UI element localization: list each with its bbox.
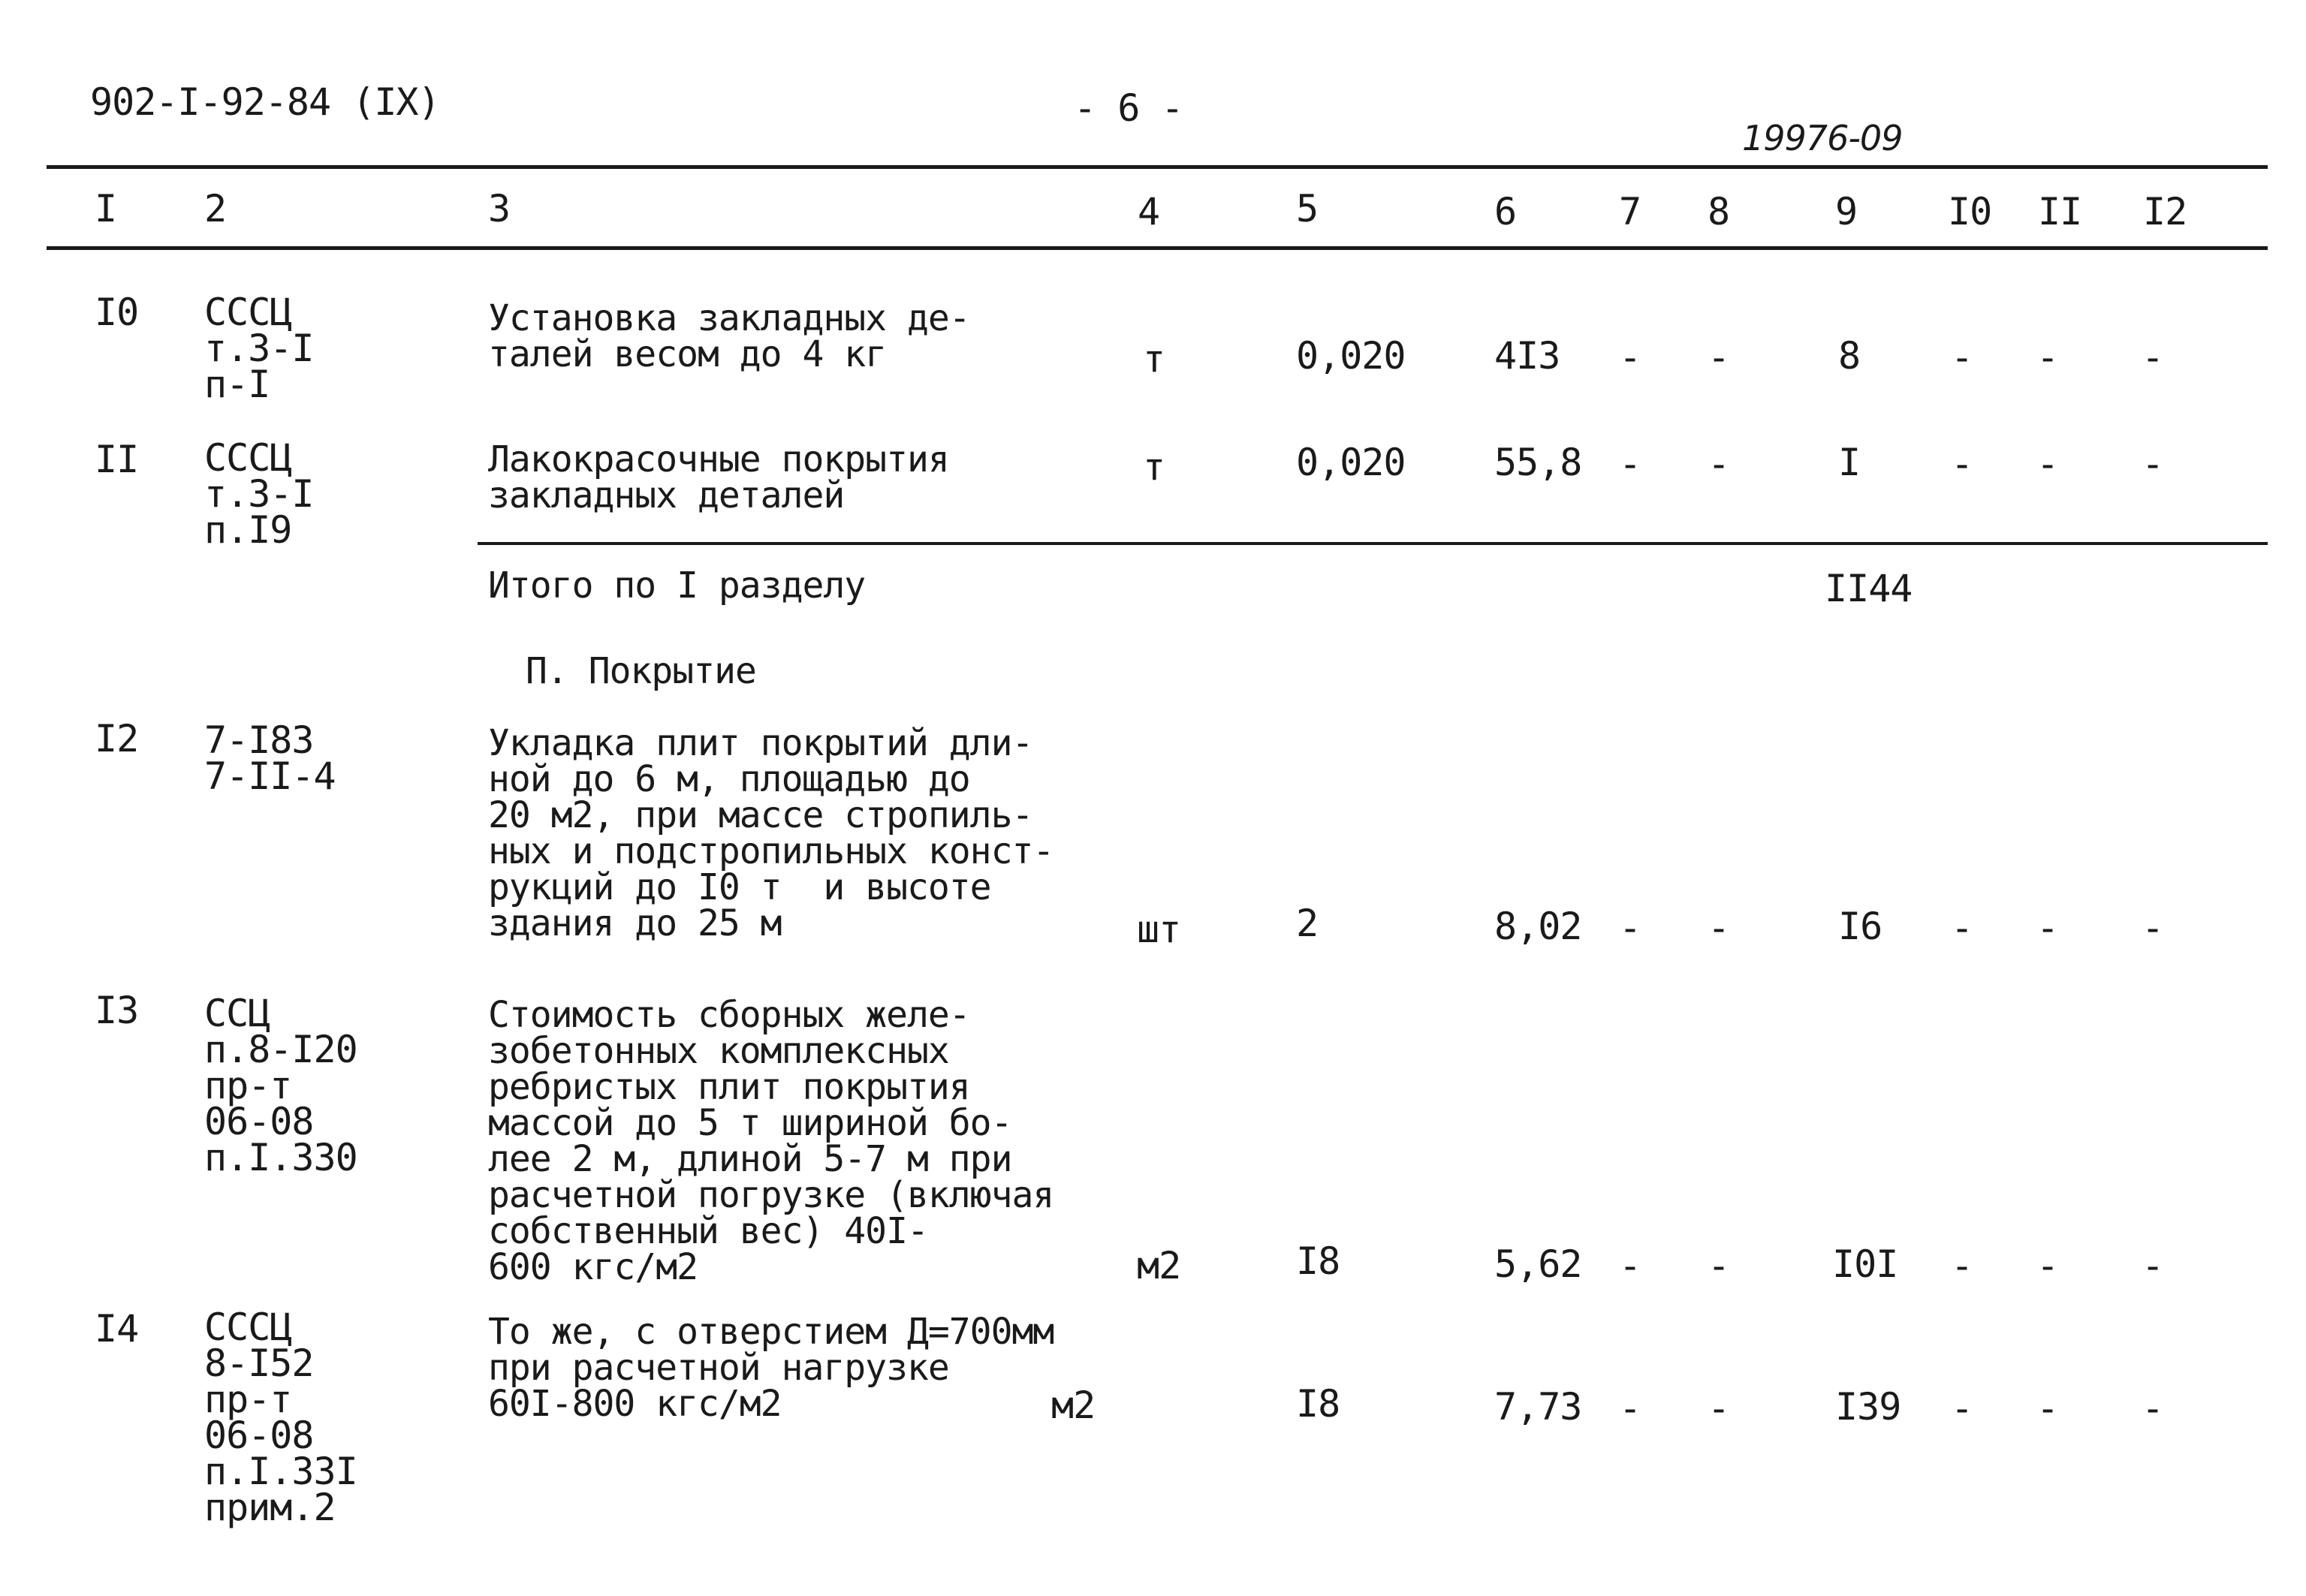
- row-col7: -: [1619, 1244, 1641, 1287]
- row-col10: -: [1951, 906, 1973, 950]
- row-col10: -: [1951, 336, 1973, 379]
- row-col9: I39: [1835, 1385, 1901, 1429]
- row-description: То же, с отверстием Д=700мм при расчетной нагрузке 60I-800 кгс/м2: [488, 1311, 1054, 1425]
- row-description: Установка закладных де- талей весом до 4 кг: [488, 297, 970, 375]
- row-col10: -: [1951, 442, 1973, 486]
- row-unit: м2: [1051, 1384, 1096, 1427]
- header-top-rule: [47, 165, 2268, 169]
- row-price: 4I3: [1494, 334, 1560, 378]
- row-col11: -: [2036, 336, 2059, 379]
- section-title: П. Покрытие: [526, 650, 756, 692]
- row-col12: -: [2142, 1244, 2164, 1287]
- row-description: Лакокрасочные покрытия закладных деталей: [488, 438, 949, 516]
- row-number: I0: [95, 291, 139, 334]
- row-quantity: 2: [1296, 902, 1319, 945]
- row-description: Стоимость сборных желе- зобетонных комплексных ребристых плит покрытия массой до 5 т шириной бо- лее 2 м, длиной 5-7 м при расчетной погрузке (включая собственный вес) 40I- 600 кгс/м2: [488, 994, 1054, 1288]
- row-reference: 7-I83 7-II-4: [204, 718, 336, 798]
- row-col8: -: [1708, 906, 1730, 950]
- row-price: 55,8: [1494, 441, 1582, 484]
- column-header: I: [95, 187, 117, 230]
- row-unit: т: [1143, 445, 1165, 489]
- row-col8: -: [1708, 1244, 1730, 1287]
- column-header: II: [2038, 190, 2082, 233]
- header-bottom-rule: [47, 246, 2268, 250]
- row-price: 7,73: [1494, 1385, 1582, 1429]
- column-header: 7: [1619, 190, 1641, 233]
- row-number: I2: [95, 717, 139, 760]
- row-price: 5,62: [1494, 1242, 1582, 1286]
- row-col10: -: [1951, 1387, 1973, 1430]
- column-header: 8: [1708, 190, 1730, 233]
- row-col10: -: [1951, 1244, 1973, 1287]
- row-quantity: I8: [1296, 1239, 1340, 1283]
- column-header: 6: [1494, 190, 1517, 233]
- row-quantity: 0,020: [1296, 334, 1406, 378]
- row-col12: -: [2142, 336, 2164, 379]
- row-col11: -: [2036, 1244, 2059, 1287]
- row-col7: -: [1619, 906, 1641, 950]
- row-col11: -: [2036, 906, 2059, 950]
- row-col9: 8: [1838, 334, 1861, 378]
- column-header: I0: [1948, 190, 1992, 233]
- column-header: 5: [1296, 187, 1319, 230]
- subtotal-label: Итого по I разделу: [488, 565, 866, 607]
- row-col7: -: [1619, 1387, 1641, 1430]
- row-price: 8,02: [1494, 905, 1582, 948]
- row-quantity: I8: [1296, 1382, 1340, 1426]
- row-number: I3: [95, 989, 139, 1032]
- column-header: 3: [488, 187, 511, 230]
- row-unit: т: [1143, 337, 1165, 381]
- row-unit: м2: [1137, 1244, 1181, 1287]
- subtotal-rule: [478, 542, 2268, 545]
- row-col12: -: [2142, 442, 2164, 486]
- row-col7: -: [1619, 442, 1641, 486]
- row-col7: -: [1619, 336, 1641, 379]
- row-col11: -: [2036, 1387, 2059, 1430]
- row-col8: -: [1708, 442, 1730, 486]
- row-number: II: [95, 438, 139, 481]
- row-number: I4: [95, 1307, 139, 1351]
- row-col12: -: [2142, 906, 2164, 950]
- subtotal-value: II44: [1825, 567, 1913, 610]
- page-number: - 6 -: [1074, 86, 1183, 130]
- row-col9: I6: [1838, 905, 1882, 948]
- row-col8: -: [1708, 336, 1730, 379]
- column-header: 2: [204, 187, 227, 230]
- row-description: Укладка плит покрытий дли- ной до 6 м, площадью до 20 м2, при массе стропиль- ных и подстропильных конст- рукций до I0 т и высоте здания до 25 м: [488, 722, 1054, 944]
- column-header: I2: [2143, 190, 2187, 233]
- row-reference: СССЦ т.3-I п.I9: [204, 436, 314, 552]
- row-col8: -: [1708, 1387, 1730, 1430]
- row-col11: -: [2036, 442, 2059, 486]
- row-col12: -: [2142, 1387, 2164, 1430]
- row-quantity: 0,020: [1296, 441, 1406, 484]
- row-unit: шт: [1137, 908, 1181, 951]
- row-col9: I: [1838, 441, 1861, 484]
- row-reference: СССЦ т.3-I п-I: [204, 291, 314, 406]
- row-reference: СССЦ 8-I52 пр-т 06-08 п.I.33I прим.2: [204, 1305, 357, 1529]
- column-header: 4: [1138, 190, 1160, 233]
- row-col9: I0I: [1832, 1242, 1898, 1286]
- document-code: 902-I-92-84 (IX): [90, 80, 440, 124]
- document-stamp: 19976-09: [1742, 118, 1903, 158]
- row-reference: ССЦ п.8-I20 пр-т 06-08 п.I.330: [204, 992, 357, 1179]
- column-header: 9: [1835, 190, 1858, 233]
